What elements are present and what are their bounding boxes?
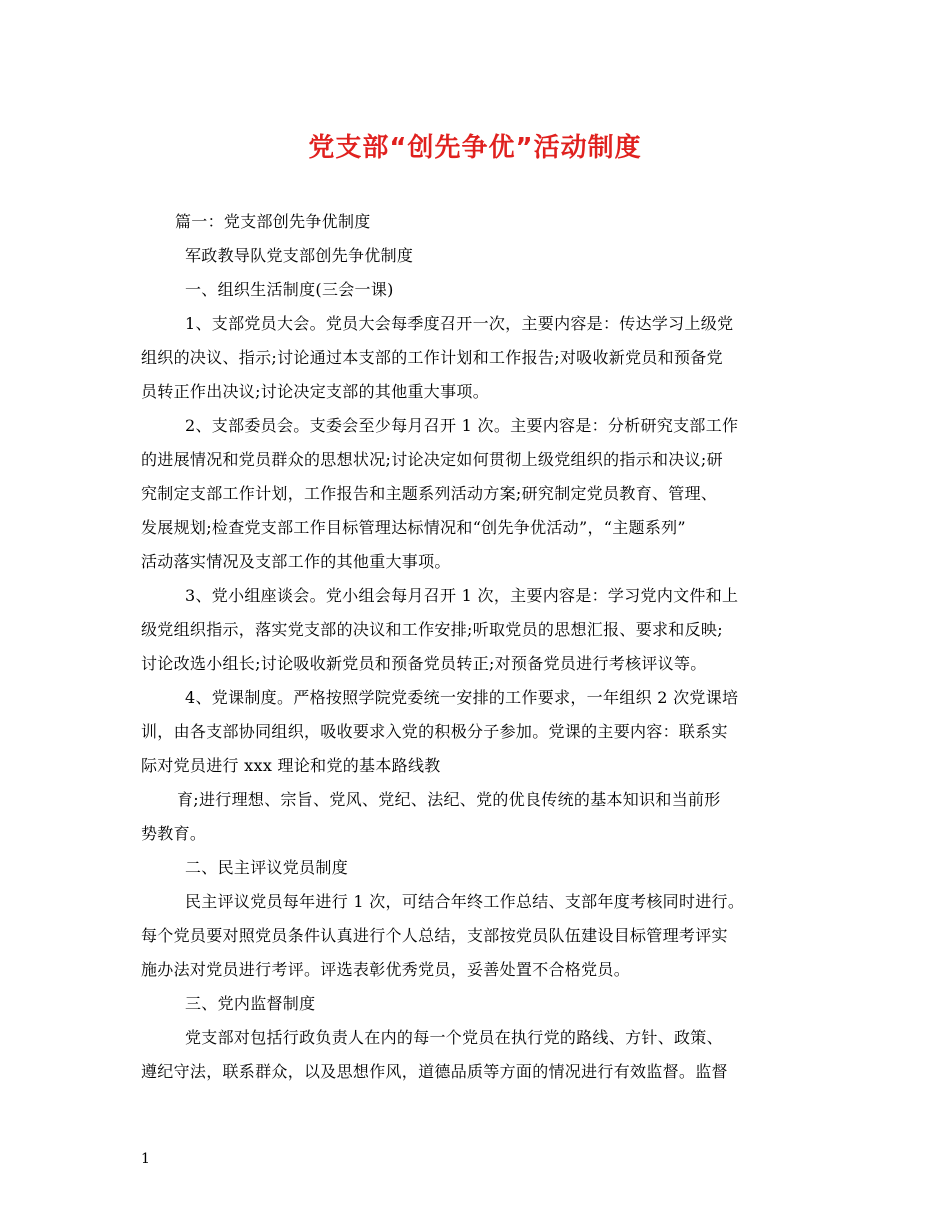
paragraph-line: 级党组织指示，落实党支部的决议和工作安排;听取党员的思想汇报、要求和反映;: [141, 620, 723, 639]
paragraph-line: 究制定支部工作计划，工作报告和主题系列活动方案;研究制定党员教育、管理、: [141, 484, 718, 503]
subtitle-line: 军政教导队党支部创先争优制度: [185, 246, 414, 265]
section-heading-3: 三、党内监督制度: [185, 994, 316, 1013]
paragraph-line: 员转正作出决议;讨论决定支部的其他重大事项。: [141, 382, 489, 401]
paragraph-line: 讨论改选小组长;讨论吸收新党员和预备党员转正;对预备党员进行考核评议等。: [141, 654, 707, 673]
paragraph-line: 施办法对党员进行考评。评选表彰优秀党员，妥善处置不合格党员。: [141, 960, 631, 979]
section-heading-part-one: 篇一：党支部创先争优制度: [175, 212, 371, 231]
paragraph-line: 育;进行理想、宗旨、党风、党纪、法纪、党的优良传统的基本知识和当前形: [177, 790, 721, 809]
paragraph-line: 民主评议党员每年进行 1 次，可结合年终工作总结、支部年度考核同时进行。: [185, 892, 745, 911]
paragraph-line: 势教育。: [141, 824, 207, 843]
section-heading-1: 一、组织生活制度(三会一课): [185, 280, 394, 299]
paragraph-line: 训，由各支部协同组织，吸收要求入党的积极分子参加。党课的主要内容：联系实: [141, 722, 728, 741]
paragraph-line: 1、支部党员大会。党员大会每季度召开一次，主要内容是：传达学习上级党: [185, 314, 734, 333]
paragraph-line: 4、党课制度。严格按照学院党委统一安排的工作要求，一年组织 2 次党课培: [185, 688, 739, 707]
paragraph-line: 3、党小组座谈会。党小组会每月召开 1 次，主要内容是：学习党内文件和上: [185, 586, 739, 605]
paragraph-line: 遵纪守法，联系群众，以及思想作风，道德品质等方面的情况进行有效监督。监督: [141, 1062, 728, 1081]
paragraph-line: 活动落实情况及支部工作的其他重大事项。: [141, 552, 451, 571]
paragraph-line: 每个党员要对照党员条件认真进行个人总结，支部按党员队伍建设目标管理考评实: [141, 926, 728, 945]
paragraph-line: 际对党员进行 xxx 理论和党的基本路线教: [141, 756, 441, 775]
document-body: [141, 205, 813, 1089]
paragraph-line: 组织的决议、指示;讨论通过本支部的工作计划和工作报告;对吸收新党员和预备党: [141, 348, 723, 367]
paragraph-line: 发展规划;检查党支部工作目标管理达标情况和“创先争优活动”，“主题系列”: [141, 518, 686, 537]
paragraph-line: 的进展情况和党员群众的思想状况;讨论决定如何贯彻上级党组织的指示和决议;研: [141, 450, 723, 469]
document-title: 党支部“创先争优”活动制度: [308, 133, 642, 163]
paragraph-line: 党支部对包括行政负责人在内的每一个党员在执行党的路线、方针、政策、: [185, 1028, 723, 1047]
page-number: 1: [141, 1151, 150, 1167]
paragraph-line: 2、支部委员会。支委会至少每月召开 1 次。主要内容是：分析研究支部工作: [185, 416, 739, 435]
section-heading-2: 二、民主评议党员制度: [185, 858, 349, 877]
